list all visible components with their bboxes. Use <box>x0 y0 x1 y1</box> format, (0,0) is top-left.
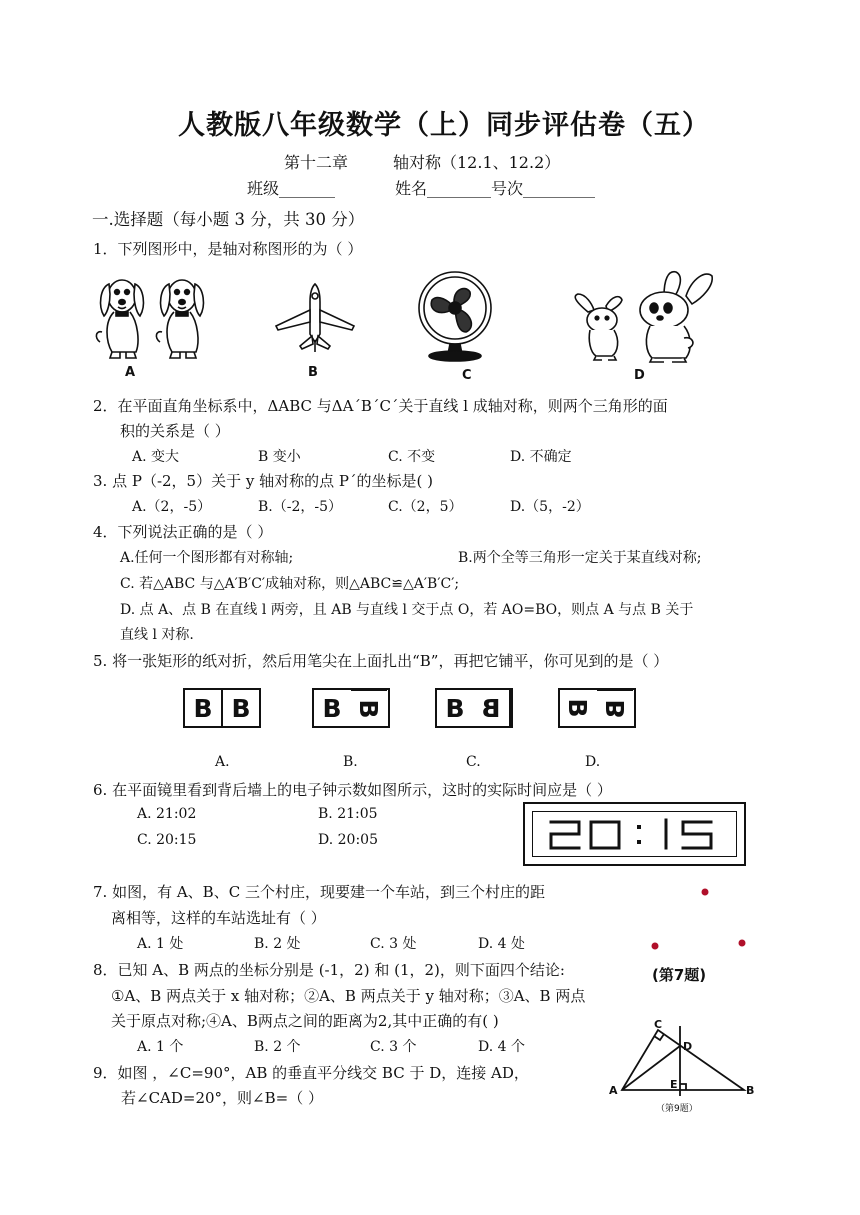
q5-c-right-letter: B <box>473 690 511 726</box>
q5-label-b: B. <box>343 754 358 770</box>
name-number-field: 姓名________号次_________ <box>395 179 596 198</box>
digital-clock <box>523 802 746 866</box>
question-7-line1: 7. 如图，有 A、B、C 三个村庄，现要建一个车站，到三个村庄的距 <box>93 883 545 901</box>
q5-a-right-letter: B <box>221 690 259 726</box>
q8-option-d: D. 4 个 <box>478 1039 525 1055</box>
q2-option-d: D. 不确定 <box>510 449 572 465</box>
point-a-label: A <box>609 1084 618 1097</box>
q9-figure-caption: （第9题） <box>656 1104 698 1114</box>
q2-option-a: A. 变大 <box>132 449 180 465</box>
q7-option-b: B. 2 处 <box>254 936 301 952</box>
q6-option-d: D. 20:05 <box>318 832 378 848</box>
point-e-label: E <box>670 1078 678 1091</box>
q8-option-c: C. 3 个 <box>370 1039 417 1055</box>
village-dot-top <box>702 889 709 896</box>
question-8-line3: 关于原点对称;④A、B两点之间的距离为2,其中正确的有( ) <box>111 1012 499 1030</box>
q5-label-c: C. <box>466 754 481 770</box>
q5-figure-b <box>312 688 390 728</box>
question-9-line1: 9．如图 ，∠C=90°，AB 的垂直平分线交 BC 于 D，连接 AD， <box>93 1064 529 1082</box>
class-field: 班级_______ <box>247 179 336 198</box>
q6-option-a: A. 21:02 <box>137 806 197 822</box>
q4-option-c: C. 若△ABC 与△A′B′C′成轴对称，则△ABC≌△A′B′C′; <box>120 576 460 592</box>
point-b-label: B <box>746 1084 755 1097</box>
q5-figure-a <box>183 688 261 728</box>
question-2-line2: 积的关系是（ ） <box>120 422 230 440</box>
q5-label-d: D. <box>585 754 601 770</box>
q3-option-a: A.（2，-5） <box>132 499 212 515</box>
q5-c-left-letter: B <box>445 693 465 723</box>
q3-option-b: B.（-2，-5） <box>258 499 343 515</box>
q4-option-b: B.两个全等三角形一定关于某直线对称; <box>458 550 702 566</box>
q3-option-d: D.（5，-2） <box>510 499 590 515</box>
q5-a-left-letter: B <box>193 693 213 723</box>
puppies-figure <box>92 272 217 364</box>
question-8-line2: ①A、B 两点关于 x 轴对称；②A、B 两点关于 y 轴对称；③A、B 两点 <box>111 987 586 1005</box>
question-7-line2: 离相等，这样的车站选址有（ ） <box>111 909 326 927</box>
village-dot-right <box>739 940 746 947</box>
q5-d-left-letter: B <box>563 698 593 718</box>
fan-figure <box>410 270 500 362</box>
q4-option-d-line2: 直线 l 对称. <box>120 627 194 643</box>
point-d-label: D <box>683 1040 693 1053</box>
question-6-stem: 6. 在平面镜里看到背后墙上的电子钟示数如图所示，这时的实际时间应是（ ） <box>93 781 612 799</box>
puppy-left <box>96 280 143 358</box>
q7-option-c: C. 3 处 <box>370 936 417 952</box>
q8-option-b: B. 2 个 <box>254 1039 301 1055</box>
q5-d-right-letter: B <box>597 689 633 727</box>
q4-option-d-line1: D. 点 A、点 B 在直线 l 两旁，且 AB 与直线 l 交于点 O，若 AO=BO，则点 A 与点 B 关于 <box>120 602 694 618</box>
question-2-line1: 2．在平面直角坐标系中，ΔABC 与ΔA´B´C´关于直线 l 成轴对称，则两个三角形的面 <box>93 397 668 415</box>
point-c-label: C <box>654 1018 663 1031</box>
q4-option-a: A.任何一个图形都有对称轴; <box>120 550 294 566</box>
q1-label-a: A <box>125 365 136 380</box>
village-dot-left <box>652 943 659 950</box>
q6-option-b: B. 21:05 <box>318 806 378 822</box>
rabbits-figure <box>568 266 716 364</box>
q5-b-right-letter: B <box>351 689 387 727</box>
q5-b-left-letter: B <box>322 693 342 723</box>
q5-figure-d <box>558 688 636 728</box>
q7-figure-caption: (第7题) <box>652 966 707 984</box>
q5-figure-c <box>435 688 513 728</box>
question-3-stem: 3. 点 P（-2，5）关于 y 轴对称的点 P´的坐标是( ) <box>93 472 433 490</box>
q6-option-c: C. 20:15 <box>137 832 197 848</box>
triangle-figure <box>604 1018 770 1118</box>
airplane-figure <box>272 282 358 354</box>
question-8-line1: 8．已知 A、B 两点的坐标分别是 (-1，2) 和 (1，2)，则下面四个结论: <box>93 961 565 979</box>
question-9-line2: 若∠CAD=20°，则∠B=（ ） <box>121 1089 323 1107</box>
q1-label-d: D <box>634 368 645 383</box>
q2-option-b: B 变小 <box>258 449 301 465</box>
section-heading: 一.选择题（每小题 3 分，共 30 分） <box>92 210 365 229</box>
q1-label-b: B <box>308 365 318 380</box>
chapter-topic: 轴对称（12.1、12.2） <box>393 153 561 172</box>
q5-label-a: A. <box>215 754 230 770</box>
chapter-label: 第十二章 <box>284 153 349 172</box>
question-5-stem: 5. 将一张矩形的纸对折，然后用笔尖在上面扎出“B”，再把它铺平，你可见到的是（ ） <box>93 652 669 670</box>
q8-option-a: A. 1 个 <box>137 1039 184 1055</box>
q2-option-c: C. 不变 <box>388 449 436 465</box>
q1-label-c: C <box>462 368 472 383</box>
villages-figure <box>640 880 760 960</box>
page-title: 人教版八年级数学（上）同步评估卷（五） <box>178 110 710 141</box>
question-4-stem: 4．下列说法正确的是（ ） <box>93 523 273 541</box>
q3-option-c: C.（2，5） <box>388 499 463 515</box>
question-1-stem: 1．下列图形中，是轴对称图形的为（ ） <box>93 240 363 258</box>
clock-digits <box>525 804 744 864</box>
q7-option-a: A. 1 处 <box>137 936 184 952</box>
q7-option-d: D. 4 处 <box>478 936 525 952</box>
